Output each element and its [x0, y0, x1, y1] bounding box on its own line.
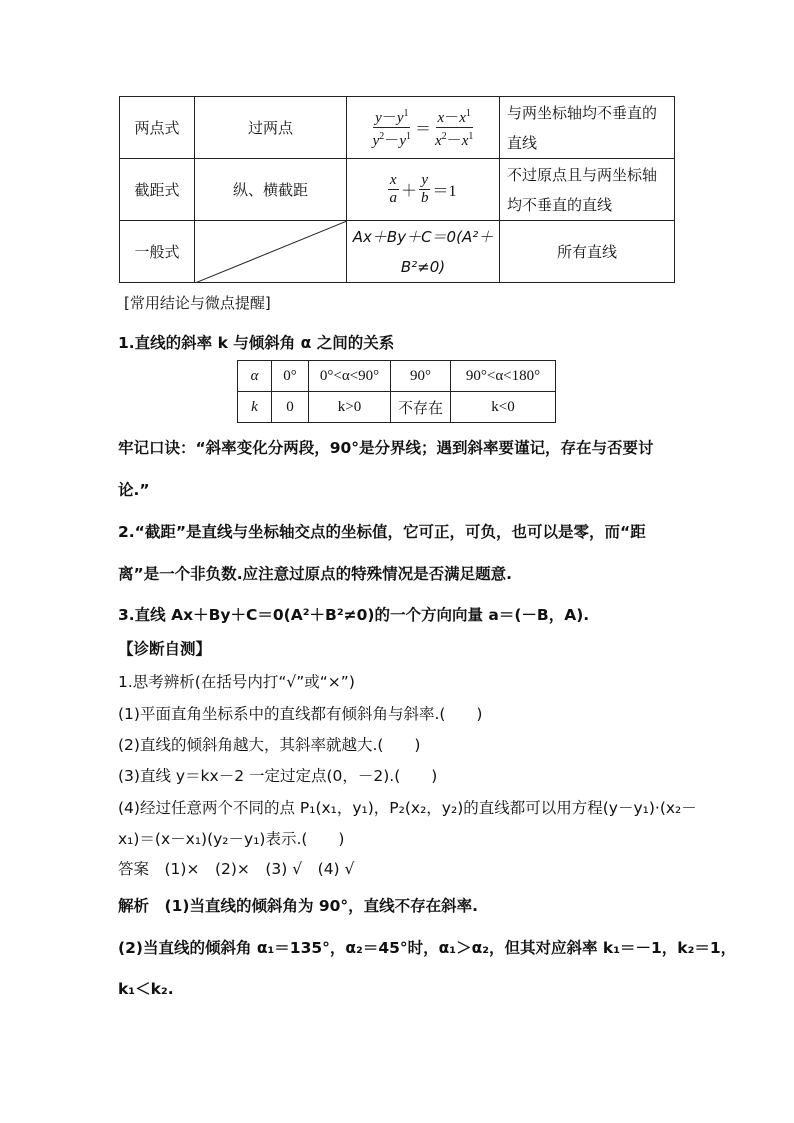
table-cell: 0 — [272, 392, 309, 423]
table-cell: k>0 — [309, 392, 391, 423]
form-name: 一般式 — [120, 221, 195, 283]
table-row-alpha — [238, 361, 556, 392]
form-condition: 过两点 — [195, 97, 347, 159]
item-3: 3.直线 Ax＋By＋C＝0(A²＋B²≠0)的一个方向向量 a＝(－B，A). — [118, 606, 590, 624]
form-scope: 所有直线 — [500, 221, 675, 283]
diagonal-blank-cell — [195, 221, 347, 283]
analysis-line-1: 解析 (1)当直线的倾斜角为 90°，直线不存在斜率. — [118, 897, 479, 915]
form-condition: 纵、横截距 — [195, 159, 347, 221]
form-scope: 与两坐标轴均不垂直的 直线 — [500, 97, 675, 159]
question-2: (2)直线的倾斜角越大，其斜率就越大.( ) — [118, 736, 421, 754]
diagnosis-heading: 【诊断自测】 — [118, 640, 212, 658]
table-cell: 0°<α<90° — [309, 361, 391, 392]
table-cell: 90°<α<180° — [451, 361, 556, 392]
table-row-general — [120, 221, 675, 283]
analysis-line-2: (2)当直线的倾斜角 α₁＝135°，α₂＝45°时，α₁＞α₂，但其对应斜率 k₁＝－1，k₂＝1， — [118, 939, 737, 957]
answer: 答案 (1)× (2)× (3) √ (4) √ — [118, 860, 355, 878]
line-equation-forms-table — [119, 96, 675, 283]
form-scope: 不过原点且与两坐标轴 均不垂直的直线 — [500, 159, 675, 221]
item-2-line-1: 2.“截距”是直线与坐标轴交点的坐标值，它可正，可负，也可以是零，而“距 — [118, 523, 646, 541]
question-4-line-2: x₁)＝(x－x₁)(y₂－y₁)表示.( ) — [118, 830, 345, 848]
item-1-title: 1.直线的斜率 k 与倾斜角 α 之间的关系 — [118, 334, 395, 352]
form-name: 截距式 — [120, 159, 195, 221]
question-3: (3)直线 y＝kx－2 一定过定点(0，－2).( ) — [118, 767, 438, 785]
question-intro: 1.思考辨析(在括号内打“√”或“×”) — [118, 673, 355, 691]
table-cell: 90° — [391, 361, 451, 392]
table-cell: 0° — [272, 361, 309, 392]
mnemonic-line-2: 论.” — [118, 481, 150, 499]
section-heading: [常用结论与微点提醒] — [124, 294, 271, 312]
item-2-line-2: 离”是一个非负数.应注意过原点的特殊情况是否满足题意. — [118, 565, 512, 583]
table-row-two-point — [120, 97, 675, 159]
general-equation: Ax＋By＋C＝0(A²＋ B²≠0) — [347, 221, 500, 283]
table-cell: k<0 — [451, 392, 556, 423]
analysis-line-3: k₁＜k₂. — [118, 980, 174, 998]
table-cell: k — [238, 392, 272, 423]
question-4-line-1: (4)经过任意两个不同的点 P₁(x₁，y₁)，P₂(x₂，y₂)的直线都可以用方程(y－y₁)·(x₂－ — [118, 799, 697, 817]
mnemonic-line-1: 牢记口诀：“斜率变化分两段，90°是分界线；遇到斜率要谨记，存在与否要讨 — [118, 439, 654, 457]
table-cell: α — [238, 361, 272, 392]
intercept-equation: $\frac{x}{a}$ ＋ $\frac{y}{b}$ ＝1 — [347, 159, 500, 221]
diagonal-line — [195, 221, 347, 283]
slope-angle-table — [237, 360, 556, 423]
form-name: 两点式 — [120, 97, 195, 159]
table-cell: 不存在 — [391, 392, 451, 423]
table-row-intercept — [120, 159, 675, 221]
question-1: (1)平面直角坐标系中的直线都有倾斜角与斜率.( ) — [118, 705, 483, 723]
two-point-equation: $\frac{y-y^1}{y^2-y^1}$ ＝ $\frac{x-x^1}{x^2-x^1}$ — [347, 97, 500, 159]
table-row-k — [238, 392, 556, 423]
